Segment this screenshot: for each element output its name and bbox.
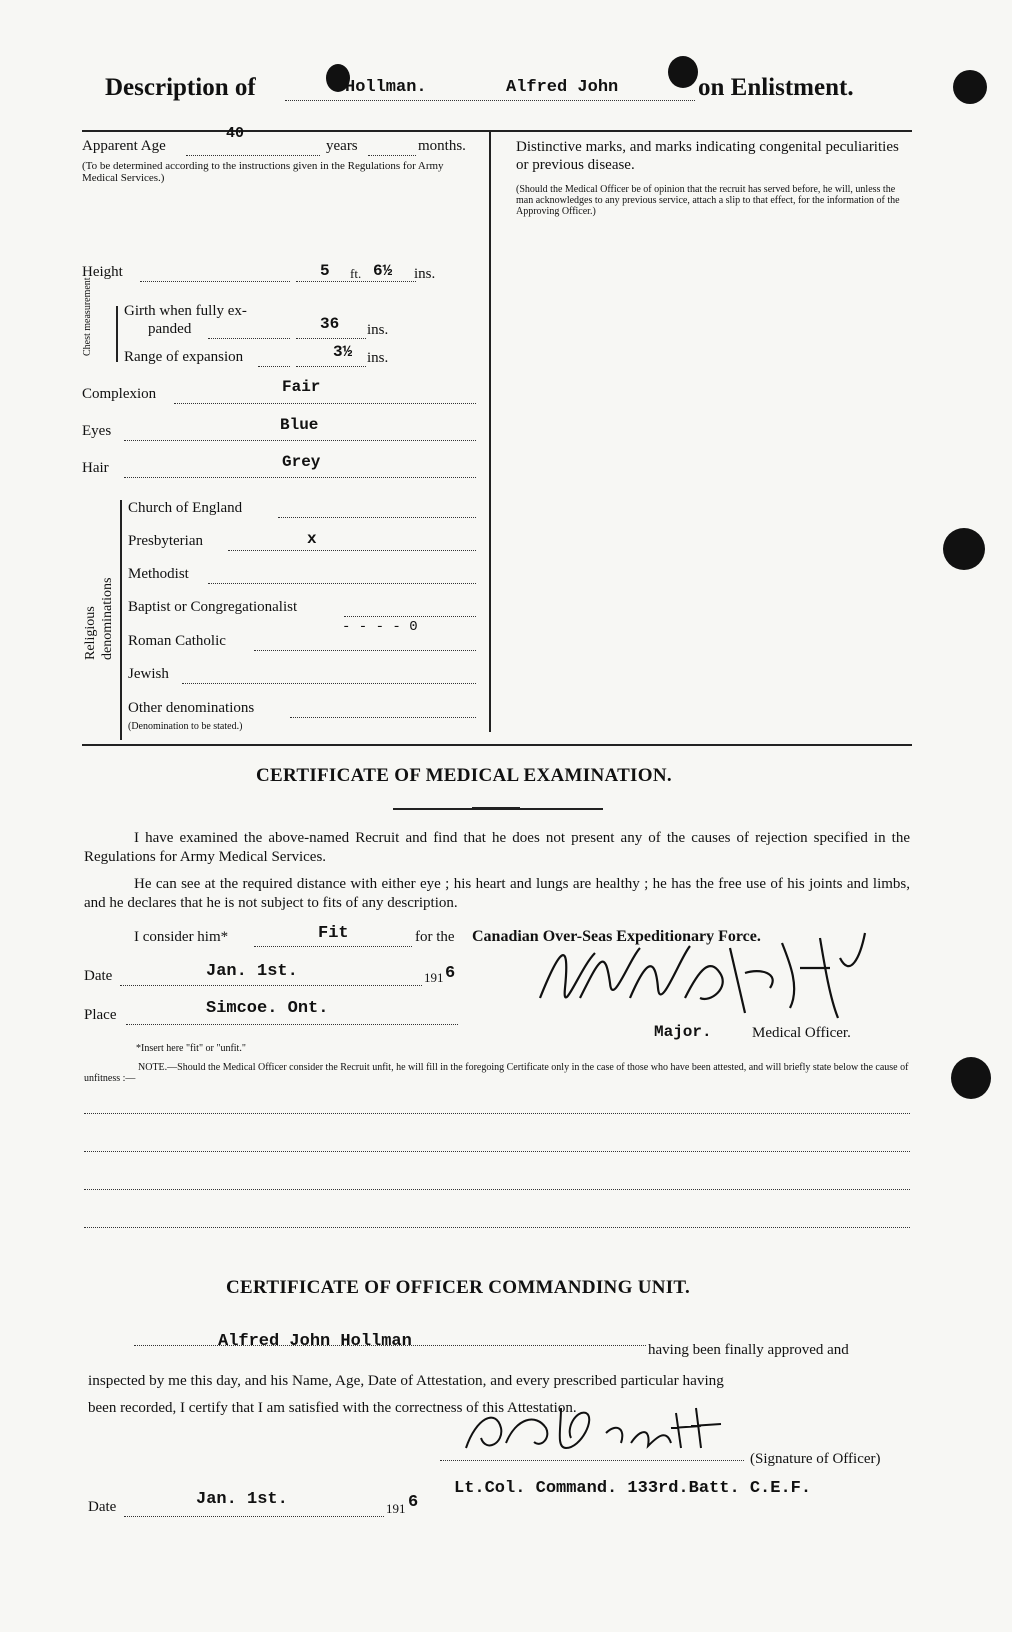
height-ft-value: 5 bbox=[320, 262, 330, 280]
medical-certificate-title: CERTIFICATE OF MEDICAL EXAMINATION. bbox=[256, 765, 672, 786]
ins-label: ins. bbox=[414, 266, 436, 282]
religion-church-of-england: Church of England bbox=[128, 500, 243, 516]
chest-measurement-label: Chest measurement bbox=[82, 277, 93, 356]
commanding-line-1-tail: having been finally approved and bbox=[648, 1342, 849, 1358]
presbyterian-mark: x bbox=[307, 530, 317, 548]
medical-place-value: Simcoe. Ont. bbox=[206, 999, 329, 1018]
age-value: 40 bbox=[226, 125, 245, 142]
eyes-line bbox=[124, 440, 476, 441]
header-suffix: on Enlistment. bbox=[698, 74, 854, 101]
hair-label: Hair bbox=[82, 460, 109, 476]
medical-place-line bbox=[126, 1024, 458, 1025]
ink-blot-right bbox=[668, 56, 698, 88]
unfitness-line-4 bbox=[84, 1227, 910, 1228]
medical-date-value: Jan. 1st. bbox=[206, 962, 298, 981]
religion-bracket bbox=[120, 500, 122, 740]
commanding-year-digit: 6 bbox=[408, 1493, 419, 1512]
hair-value: Grey bbox=[282, 453, 321, 471]
unfit-note: NOTE.—Should the Medical Officer consider the Recruit unfit, he will fill in the foregoing Certificate only in the case of those who have been attested, and will briefly state below the cause of unfitness :— bbox=[84, 1062, 909, 1084]
ft-label: ft. bbox=[350, 266, 362, 281]
apparent-age-label: Apparent Age bbox=[82, 138, 166, 154]
height-line bbox=[140, 281, 290, 282]
medical-officer-rank: Major. bbox=[654, 1023, 712, 1041]
punch-hole-middle bbox=[943, 528, 985, 570]
commanding-line-3: been recorded, I certify that I am satisfied with the correctness of this Attestation. bbox=[88, 1400, 577, 1416]
other-denomination-note: (Denomination to be stated.) bbox=[128, 721, 243, 732]
girth-unit: ins. bbox=[367, 322, 389, 338]
religion-jewish: Jewish bbox=[128, 666, 169, 682]
roman-catholic-mark: - - - - 0 bbox=[342, 619, 418, 635]
signature-line bbox=[440, 1460, 744, 1461]
religion-baptist: Baptist or Congregationalist bbox=[128, 599, 298, 615]
commanding-date-label: Date bbox=[88, 1499, 117, 1515]
religion-line-5 bbox=[254, 650, 476, 651]
height-label: Height bbox=[82, 264, 123, 280]
religion-line-7 bbox=[290, 717, 476, 718]
commanding-date-value: Jan. 1st. bbox=[196, 1490, 288, 1509]
commanding-certificate-title: CERTIFICATE OF OFFICER COMMANDING UNIT. bbox=[226, 1277, 691, 1298]
medical-paragraph-2: He can see at the required distance with either eye ; his heart and lungs are healthy ; he has the free use of his joints and limbs, and he declares that he is not subject to fits of any description. bbox=[84, 876, 910, 911]
right-value-line-1 bbox=[296, 281, 416, 282]
unfitness-line-1 bbox=[84, 1113, 910, 1114]
bottom-rule bbox=[82, 744, 912, 746]
years-label: years bbox=[326, 138, 358, 154]
distinctive-marks-note: (Should the Medical Officer be of opinion that the recruit has served before, he will, unless the man acknowledges to any previous service, attach a slip to that effect, for the information of the Approving Officer.) bbox=[516, 184, 900, 217]
distinctive-marks-heading: Distinctive marks, and marks indicating congenital peculiarities or previous disease. bbox=[516, 139, 899, 173]
commanding-year-prefix: 191 bbox=[386, 1501, 406, 1516]
recruit-name-value: Alfred John Hollman bbox=[218, 1332, 412, 1351]
religion-roman-catholic: Roman Catholic bbox=[128, 633, 226, 649]
header-name-line bbox=[285, 100, 695, 101]
header-prefix: Description of bbox=[105, 74, 256, 101]
range-line bbox=[258, 366, 290, 367]
chest-bracket bbox=[116, 306, 118, 362]
medical-title-rule-thick bbox=[472, 807, 520, 810]
commanding-date-line bbox=[124, 1516, 384, 1517]
months-line bbox=[368, 155, 416, 156]
medical-date-label: Date bbox=[84, 968, 113, 984]
insert-fit-note: *Insert here "fit" or "unfit." bbox=[136, 1043, 246, 1054]
religion-line-3 bbox=[208, 583, 476, 584]
medical-officer-signature bbox=[520, 928, 880, 1038]
commanding-officer-title: Lt.Col. Command. 133rd.Batt. C.E.F. bbox=[454, 1479, 812, 1498]
height-in-value: 6½ bbox=[373, 262, 393, 280]
religion-line-4 bbox=[344, 616, 476, 617]
punch-hole-bottom bbox=[951, 1057, 991, 1099]
medical-place-label: Place bbox=[84, 1007, 117, 1023]
eyes-value: Blue bbox=[280, 416, 319, 434]
religion-presbyterian: Presbyterian bbox=[128, 533, 203, 549]
fit-line bbox=[254, 946, 412, 947]
medical-officer-label: Medical Officer. bbox=[752, 1025, 851, 1041]
religious-denominations-label: Religious denominations bbox=[83, 577, 115, 660]
commanding-officer-signature bbox=[456, 1398, 736, 1458]
right-value-line-2 bbox=[296, 338, 366, 339]
religion-other: Other denominations bbox=[128, 700, 255, 716]
complexion-label: Complexion bbox=[82, 386, 157, 402]
force-label: Canadian Over-Seas Expeditionary Force. bbox=[472, 928, 761, 945]
for-the-label: for the bbox=[415, 929, 455, 945]
commanding-line-2: inspected by me this day, and his Name, Age, Date of Attestation, and every prescribed particular having bbox=[88, 1372, 724, 1389]
age-line bbox=[186, 155, 320, 156]
complexion-value: Fair bbox=[282, 378, 321, 396]
religion-methodist: Methodist bbox=[128, 566, 189, 582]
medical-year-digit: 6 bbox=[445, 964, 456, 983]
girth-label-2: panded bbox=[148, 321, 192, 337]
complexion-line bbox=[174, 403, 476, 404]
top-rule bbox=[82, 130, 912, 132]
girth-line bbox=[208, 338, 290, 339]
medical-paragraph-1: I have examined the above-named Recruit and find that he does not present any of the causes of rejection specified in the Regulations for Army Medical Services. bbox=[84, 830, 910, 865]
medical-date-line bbox=[120, 985, 422, 986]
column-divider bbox=[489, 132, 491, 732]
header-given-names: Alfred John bbox=[506, 78, 619, 97]
medical-year-prefix: 191 bbox=[424, 970, 444, 985]
religion-line-2 bbox=[228, 550, 476, 551]
right-value-line-3 bbox=[296, 366, 366, 367]
months-label: months. bbox=[418, 138, 466, 154]
age-note: (To be determined according to the instructions given in the Regulations for Army Medical Services.) bbox=[82, 160, 444, 184]
range-unit: ins. bbox=[367, 350, 389, 366]
signature-of-officer-label: (Signature of Officer) bbox=[750, 1451, 881, 1467]
unfitness-line-2 bbox=[84, 1151, 910, 1152]
fit-value: Fit bbox=[318, 924, 349, 943]
hair-line bbox=[124, 477, 476, 478]
unfitness-line-3 bbox=[84, 1189, 910, 1190]
religion-line-6 bbox=[182, 683, 476, 684]
range-value: 3½ bbox=[333, 343, 353, 361]
range-label: Range of expansion bbox=[124, 349, 244, 365]
header-surname: Hollman. bbox=[345, 78, 427, 97]
girth-label-1: Girth when fully ex- bbox=[124, 303, 247, 319]
religion-line-1 bbox=[278, 517, 476, 518]
punch-hole-top bbox=[953, 70, 987, 104]
girth-value: 36 bbox=[320, 315, 340, 333]
consider-label: I consider him* bbox=[134, 929, 229, 945]
eyes-label: Eyes bbox=[82, 423, 112, 439]
